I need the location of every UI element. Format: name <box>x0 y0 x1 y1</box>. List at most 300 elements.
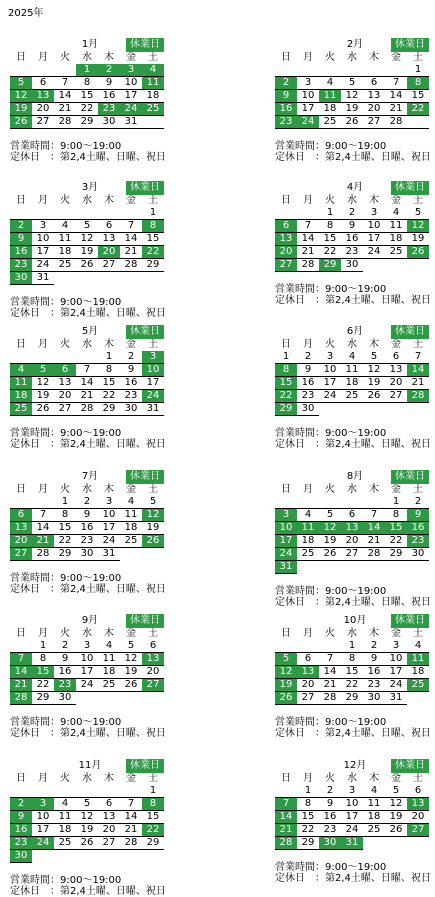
day-cell: 11 <box>120 509 142 522</box>
day-cell: 3 <box>341 785 363 798</box>
day-cell <box>363 561 385 574</box>
day-cell: 18 <box>363 811 385 824</box>
day-cell <box>120 850 142 863</box>
day-cell: 17 <box>275 535 297 548</box>
week-row <box>10 246 164 259</box>
day-cell: 18 <box>407 666 429 679</box>
day-cell <box>385 64 407 77</box>
day-cell: 21 <box>120 824 142 837</box>
day-cell: 20 <box>142 666 164 679</box>
day-cell <box>10 496 32 509</box>
day-cell: 16 <box>120 377 142 390</box>
day-cell: 15 <box>341 666 363 679</box>
day-cell: 11 <box>98 653 120 666</box>
day-cell: 8 <box>54 509 76 522</box>
day-cell: 19 <box>407 233 429 246</box>
day-cell: 14 <box>120 233 142 246</box>
day-cell: 1 <box>32 640 54 653</box>
day-cell: 28 <box>76 403 98 416</box>
day-cell: 26 <box>76 837 98 850</box>
day-cell: 18 <box>10 390 32 403</box>
week-row <box>275 90 429 103</box>
week-row <box>275 64 429 77</box>
day-cell <box>120 692 142 705</box>
day-cell: 17 <box>297 103 319 116</box>
day-cell: 11 <box>319 90 341 103</box>
weekday-label: 火 <box>60 773 70 784</box>
day-cell: 8 <box>142 798 164 811</box>
day-cell: 31 <box>341 837 363 850</box>
day-cell: 20 <box>407 811 429 824</box>
day-cell: 27 <box>98 837 120 850</box>
month-header <box>275 325 429 339</box>
day-cell: 2 <box>319 785 341 798</box>
business-hours: 営業時間：9:00〜19:00 <box>10 717 122 728</box>
week-row <box>275 692 429 705</box>
day-cell: 4 <box>407 640 429 653</box>
weekday-label: 火 <box>60 52 70 63</box>
week-row <box>10 692 164 705</box>
day-cell: 22 <box>385 535 407 548</box>
day-cell <box>98 850 120 863</box>
day-cell <box>10 640 32 653</box>
weekday-row <box>10 52 164 64</box>
week-row <box>275 364 429 377</box>
day-cell: 21 <box>297 246 319 259</box>
day-cell <box>407 259 429 272</box>
day-cell: 29 <box>98 403 120 416</box>
week-row <box>275 561 429 574</box>
weekday-row <box>275 52 429 64</box>
month-name: 9月 <box>81 615 99 626</box>
day-cell: 14 <box>407 364 429 377</box>
day-cell <box>54 850 76 863</box>
day-cell: 26 <box>407 246 429 259</box>
day-cell: 10 <box>319 364 341 377</box>
month-name: 1月 <box>81 39 99 50</box>
day-cell: 27 <box>407 824 429 837</box>
weekday-label: 金 <box>126 484 136 495</box>
day-cell: 28 <box>275 837 297 850</box>
month-name: 6月 <box>346 326 364 337</box>
day-cell: 10 <box>98 509 120 522</box>
day-cell <box>385 403 407 416</box>
day-cell: 19 <box>76 246 98 259</box>
day-cell: 24 <box>341 824 363 837</box>
day-cell <box>363 64 385 77</box>
week-row <box>275 77 429 90</box>
day-cell: 16 <box>275 103 297 116</box>
week-row <box>10 811 164 824</box>
weekday-label: 木 <box>369 773 379 784</box>
day-cell: 19 <box>319 535 341 548</box>
day-cell: 27 <box>32 116 54 129</box>
day-cell: 11 <box>385 220 407 233</box>
day-cell: 4 <box>98 640 120 653</box>
day-cell: 26 <box>32 403 54 416</box>
day-cell: 14 <box>319 666 341 679</box>
day-cell <box>142 272 164 285</box>
week-row <box>275 233 429 246</box>
day-cell: 28 <box>363 548 385 561</box>
day-cell: 10 <box>385 653 407 666</box>
day-cell <box>98 692 120 705</box>
week-row <box>275 116 429 129</box>
day-cell: 25 <box>54 837 76 850</box>
day-cell: 10 <box>275 522 297 535</box>
month-calendar <box>10 325 164 450</box>
week-row <box>10 666 164 679</box>
day-cell <box>385 837 407 850</box>
day-cell: 4 <box>54 798 76 811</box>
day-cell: 11 <box>363 798 385 811</box>
weekday-label: 土 <box>148 628 158 639</box>
day-cell: 12 <box>10 90 32 103</box>
day-cell: 6 <box>385 351 407 364</box>
day-cell <box>76 207 98 220</box>
weekday-label: 金 <box>126 628 136 639</box>
weekday-label: 金 <box>126 339 136 350</box>
day-cell: 20 <box>275 246 297 259</box>
weekday-label: 水 <box>347 52 357 63</box>
weekday-label: 金 <box>126 773 136 784</box>
day-cell: 11 <box>54 233 76 246</box>
weekday-label: 金 <box>126 195 136 206</box>
day-cell: 3 <box>32 798 54 811</box>
day-cell: 18 <box>54 246 76 259</box>
weekday-row <box>10 339 164 351</box>
day-cell: 6 <box>98 798 120 811</box>
week-row <box>10 116 164 129</box>
holiday-legend: 休業日 <box>126 181 164 195</box>
weekday-label: 土 <box>413 195 423 206</box>
day-cell: 7 <box>275 798 297 811</box>
day-cell: 17 <box>341 811 363 824</box>
weekday-label: 月 <box>303 773 313 784</box>
day-cell: 27 <box>385 390 407 403</box>
day-cell <box>120 207 142 220</box>
business-hours: 営業時間：9:00〜19:00 <box>275 141 387 152</box>
month-calendar <box>275 470 429 608</box>
day-cell: 7 <box>120 798 142 811</box>
day-cell: 20 <box>385 377 407 390</box>
month-calendar <box>275 614 429 739</box>
day-cell: 16 <box>10 824 32 837</box>
day-cell: 22 <box>275 390 297 403</box>
weekday-label: 月 <box>303 195 313 206</box>
week-row <box>275 640 429 653</box>
day-cell: 15 <box>98 377 120 390</box>
weekday-label: 月 <box>38 484 48 495</box>
day-cell: 2 <box>297 351 319 364</box>
day-cell <box>341 64 363 77</box>
day-cell: 6 <box>98 220 120 233</box>
day-cell <box>341 496 363 509</box>
day-cell: 28 <box>120 259 142 272</box>
day-cell: 25 <box>363 824 385 837</box>
weekday-label: 土 <box>413 773 423 784</box>
day-cell: 17 <box>76 666 98 679</box>
day-cell: 4 <box>10 364 32 377</box>
day-cell: 7 <box>385 77 407 90</box>
day-cell: 11 <box>54 811 76 824</box>
day-cell: 16 <box>319 811 341 824</box>
day-cell: 27 <box>275 259 297 272</box>
day-cell: 12 <box>76 233 98 246</box>
day-cell: 13 <box>10 522 32 535</box>
day-cell <box>297 496 319 509</box>
weekday-label: 火 <box>325 628 335 639</box>
weekday-label: 月 <box>303 339 313 350</box>
day-cell: 16 <box>98 90 120 103</box>
day-cell <box>341 561 363 574</box>
day-cell: 11 <box>142 77 164 90</box>
day-cell: 14 <box>32 522 54 535</box>
day-cell: 2 <box>363 640 385 653</box>
day-cell: 2 <box>10 798 32 811</box>
day-cell <box>10 785 32 798</box>
day-cell: 12 <box>142 509 164 522</box>
weekday-label: 水 <box>82 339 92 350</box>
day-cell: 26 <box>142 535 164 548</box>
closed-days: 定休日 ：第2,4土曜、日曜、祝日 <box>275 728 431 739</box>
holiday-legend: 休業日 <box>126 614 164 628</box>
day-cell: 2 <box>98 64 120 77</box>
month-header <box>275 470 429 484</box>
day-cell: 13 <box>341 522 363 535</box>
weekday-label: 日 <box>16 773 26 784</box>
weekday-label: 木 <box>104 339 114 350</box>
month-calendar <box>10 614 164 739</box>
day-cell: 3 <box>98 496 120 509</box>
day-cell: 14 <box>275 811 297 824</box>
day-cell <box>98 272 120 285</box>
day-cell: 30 <box>120 403 142 416</box>
business-hours: 営業時間：9:00〜19:00 <box>10 428 122 439</box>
day-cell <box>319 496 341 509</box>
week-row <box>10 90 164 103</box>
day-cell <box>54 785 76 798</box>
week-row <box>10 522 164 535</box>
day-cell: 30 <box>76 548 98 561</box>
day-cell: 15 <box>319 233 341 246</box>
day-cell: 12 <box>385 798 407 811</box>
day-cell: 4 <box>385 207 407 220</box>
day-cell: 13 <box>98 233 120 246</box>
week-row <box>275 666 429 679</box>
day-cell: 17 <box>142 377 164 390</box>
day-cell: 16 <box>407 522 429 535</box>
weekday-label: 木 <box>369 52 379 63</box>
weekday-label: 日 <box>16 628 26 639</box>
day-cell: 18 <box>297 535 319 548</box>
closed-days: 定休日 ：第2,4土曜、日曜、祝日 <box>275 152 431 163</box>
day-cell: 5 <box>10 77 32 90</box>
day-cell: 23 <box>10 837 32 850</box>
closed-days: 定休日 ：第2,4土曜、日曜、祝日 <box>10 152 166 163</box>
day-cell: 3 <box>385 640 407 653</box>
month-table <box>275 195 429 272</box>
month-calendar <box>10 470 164 595</box>
weekday-label: 金 <box>391 339 401 350</box>
day-cell: 24 <box>142 390 164 403</box>
weekday-label: 土 <box>413 484 423 495</box>
weekday-row <box>275 339 429 351</box>
day-cell: 21 <box>319 679 341 692</box>
day-cell <box>120 272 142 285</box>
week-row <box>275 824 429 837</box>
day-cell <box>98 207 120 220</box>
day-cell: 5 <box>76 798 98 811</box>
week-row <box>10 233 164 246</box>
day-cell: 23 <box>54 679 76 692</box>
week-row <box>10 259 164 272</box>
day-cell: 8 <box>98 364 120 377</box>
month-name: 2月 <box>346 39 364 50</box>
day-cell: 21 <box>76 390 98 403</box>
day-cell: 29 <box>319 259 341 272</box>
weekday-label: 月 <box>38 339 48 350</box>
day-cell: 3 <box>297 77 319 90</box>
day-cell: 6 <box>32 77 54 90</box>
day-cell: 15 <box>142 811 164 824</box>
day-cell: 13 <box>54 377 76 390</box>
day-cell: 28 <box>319 692 341 705</box>
day-cell: 9 <box>120 364 142 377</box>
day-cell: 1 <box>275 351 297 364</box>
holiday-legend: 休業日 <box>126 325 164 339</box>
day-cell: 8 <box>32 653 54 666</box>
day-cell: 7 <box>407 351 429 364</box>
day-cell: 2 <box>10 220 32 233</box>
day-cell: 3 <box>120 64 142 77</box>
business-hours: 営業時間：9:00〜19:00 <box>10 573 122 584</box>
day-cell: 11 <box>341 364 363 377</box>
month-table <box>10 628 164 705</box>
week-row <box>10 403 164 416</box>
day-cell <box>76 850 98 863</box>
day-cell: 25 <box>385 246 407 259</box>
weekday-label: 水 <box>347 484 357 495</box>
day-cell: 30 <box>319 837 341 850</box>
week-row <box>275 798 429 811</box>
day-cell: 8 <box>297 798 319 811</box>
holiday-legend: 休業日 <box>126 759 164 773</box>
weekday-label: 金 <box>391 773 401 784</box>
week-row <box>10 640 164 653</box>
day-cell: 12 <box>319 522 341 535</box>
day-cell: 21 <box>10 679 32 692</box>
weekday-label: 木 <box>369 339 379 350</box>
day-cell: 12 <box>120 653 142 666</box>
day-cell: 6 <box>407 785 429 798</box>
weekday-label: 火 <box>325 195 335 206</box>
day-cell: 20 <box>54 390 76 403</box>
month-name: 10月 <box>343 615 367 626</box>
week-row <box>10 207 164 220</box>
day-cell: 10 <box>297 90 319 103</box>
year-label: 2025年 <box>8 8 44 19</box>
day-cell: 1 <box>319 207 341 220</box>
day-cell <box>142 692 164 705</box>
day-cell: 3 <box>363 207 385 220</box>
day-cell: 26 <box>10 116 32 129</box>
day-cell: 4 <box>120 496 142 509</box>
business-hours: 営業時間：9:00〜19:00 <box>275 586 387 597</box>
day-cell: 29 <box>275 403 297 416</box>
weekday-label: 火 <box>325 339 335 350</box>
day-cell <box>319 561 341 574</box>
closed-days: 定休日 ：第2,4土曜、日曜、祝日 <box>275 597 431 608</box>
day-cell: 28 <box>120 837 142 850</box>
day-cell: 30 <box>98 116 120 129</box>
day-cell: 29 <box>76 116 98 129</box>
closed-days: 定休日 ：第2,4土曜、日曜、祝日 <box>275 873 431 884</box>
day-cell: 3 <box>142 351 164 364</box>
day-cell <box>32 785 54 798</box>
day-cell: 22 <box>319 246 341 259</box>
day-cell <box>275 207 297 220</box>
day-cell: 5 <box>120 640 142 653</box>
day-cell: 6 <box>54 364 76 377</box>
weekday-row <box>10 773 164 785</box>
day-cell: 2 <box>407 496 429 509</box>
week-row <box>275 509 429 522</box>
day-cell <box>142 850 164 863</box>
weekday-row <box>10 628 164 640</box>
day-cell: 17 <box>98 522 120 535</box>
day-cell: 8 <box>341 653 363 666</box>
day-cell: 25 <box>319 116 341 129</box>
day-cell <box>319 64 341 77</box>
day-cell: 22 <box>407 103 429 116</box>
day-cell: 1 <box>385 496 407 509</box>
business-info <box>10 141 164 163</box>
day-cell: 6 <box>10 509 32 522</box>
day-cell: 7 <box>54 77 76 90</box>
weekday-label: 火 <box>325 484 335 495</box>
day-cell: 12 <box>363 364 385 377</box>
day-cell: 26 <box>319 548 341 561</box>
day-cell <box>10 207 32 220</box>
day-cell <box>297 640 319 653</box>
day-cell: 6 <box>142 640 164 653</box>
day-cell: 1 <box>407 64 429 77</box>
day-cell: 10 <box>363 220 385 233</box>
day-cell <box>32 351 54 364</box>
month-header <box>10 759 164 773</box>
weekday-label: 月 <box>38 52 48 63</box>
day-cell: 11 <box>297 522 319 535</box>
day-cell: 1 <box>54 496 76 509</box>
month-name: 4月 <box>346 182 364 193</box>
week-row <box>275 785 429 798</box>
day-cell: 25 <box>407 679 429 692</box>
day-cell <box>363 837 385 850</box>
day-cell: 1 <box>76 64 98 77</box>
business-info <box>10 297 164 319</box>
month-table <box>10 484 164 561</box>
day-cell <box>10 64 32 77</box>
business-hours: 営業時間：9:00〜19:00 <box>10 141 122 152</box>
day-cell: 4 <box>54 220 76 233</box>
weekday-label: 水 <box>347 195 357 206</box>
day-cell: 16 <box>297 377 319 390</box>
business-info <box>275 586 429 608</box>
week-row <box>10 64 164 77</box>
day-cell: 14 <box>385 90 407 103</box>
day-cell: 22 <box>98 390 120 403</box>
